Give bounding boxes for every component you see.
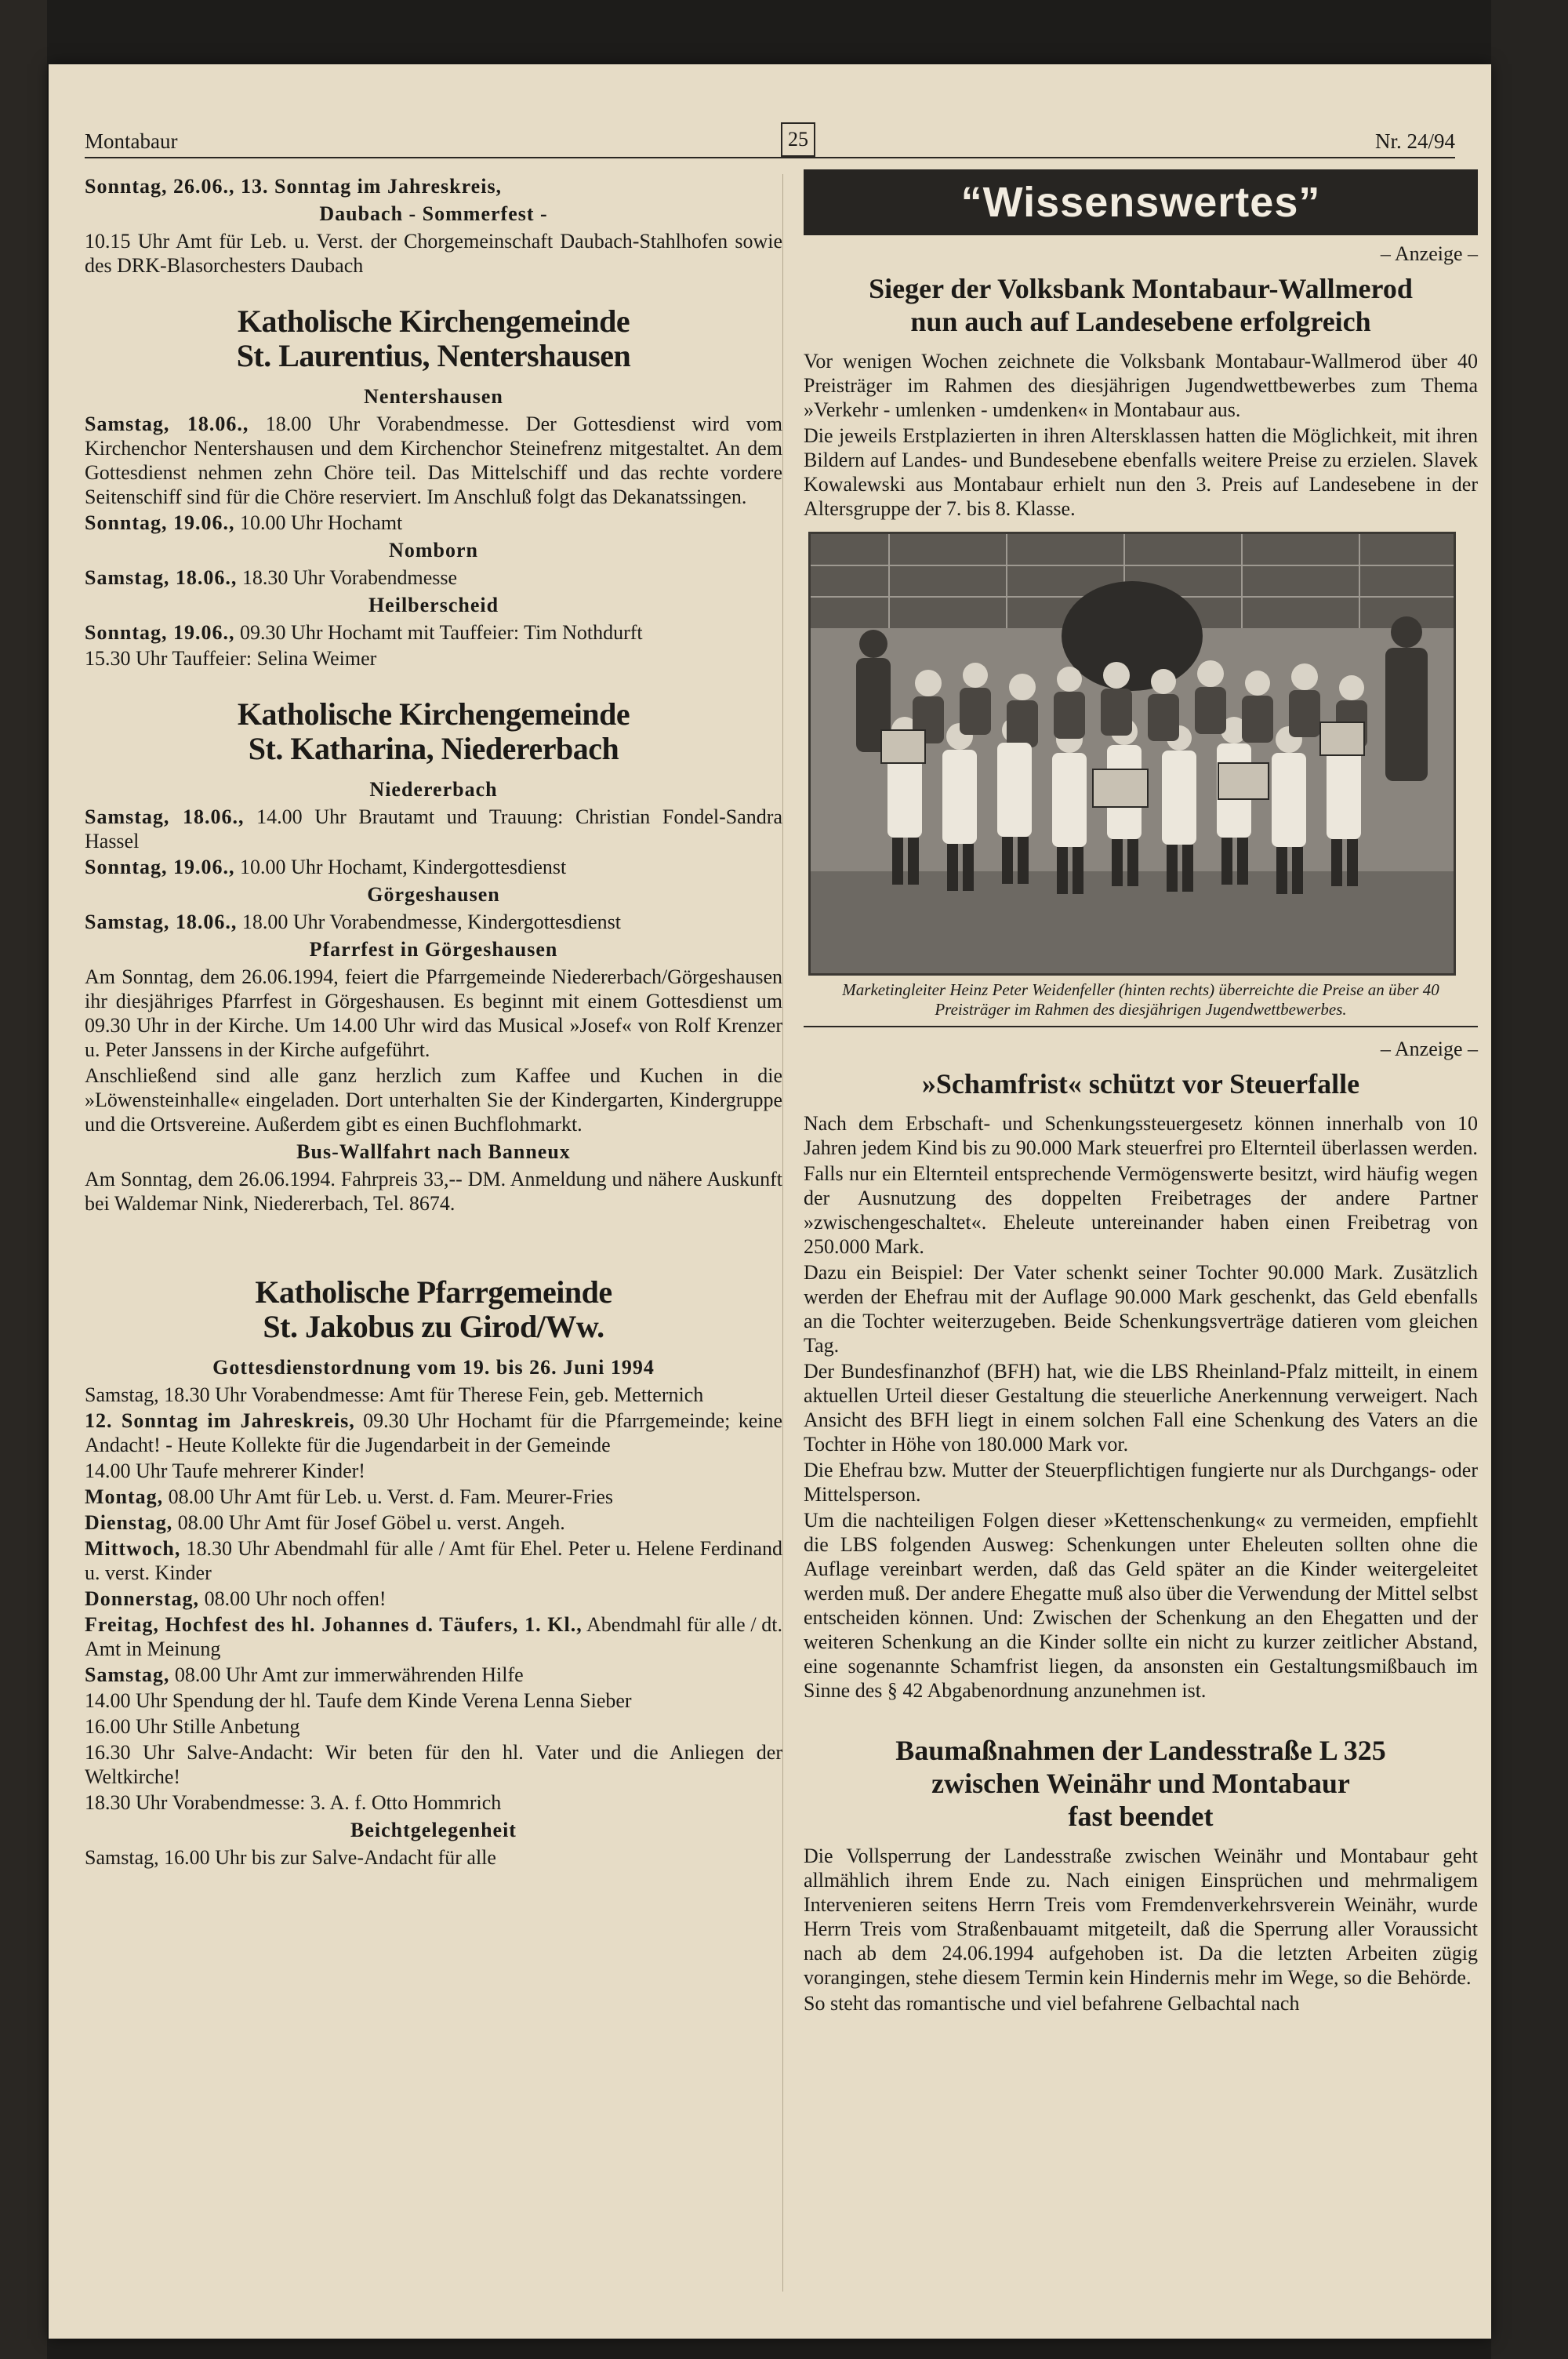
paragraph: Am Sonntag, dem 26.06.1994. Fahrpreis 33,-- DM. Anmeldung und nähere Auskunft bei Waldemar Nink, Niedererbach, Tel. 8674. bbox=[85, 1168, 782, 1215]
intro-text: 10.15 Uhr Amt für Leb. u. Verst. der Chorgemeinschaft Daubach-Stahlhofen sowie des DRK-Blasorchesters Daubach bbox=[85, 230, 782, 277]
subheading: Beichtgelegenheit bbox=[350, 1819, 517, 1841]
subheading: Bus-Wallfahrt nach Banneux bbox=[296, 1140, 571, 1163]
scanner-background-left bbox=[0, 0, 47, 2359]
paragraph: Falls nur ein Elternteil entsprechende Vermögenswerte besitzt, wird häufig wegen der Ausnutzung des doppelten Freibetrages der andere Partner »zwischengeschaltet«. Eheleute untereinander haben einen Freibetrag von 250.000 Mark. bbox=[804, 1162, 1478, 1258]
paragraph: Die jeweils Erstplazierten in ihren Altersklassen hatten die Möglichkeit, mit ihren Bildern auf Landes- und Bundesebene ebenfalls weitere Preise zu erzielen. Slavek Kowalewski aus Montabaur erhielt nun den 3. Preis auf Landesebene in der Altersgruppe der 7. bis 8. Klasse. bbox=[804, 424, 1478, 520]
scanner-background-right bbox=[1491, 0, 1568, 2359]
schedule-line: Samstag, 08.00 Uhr Amt zur immerwährenden Hilfe bbox=[85, 1663, 524, 1686]
paragraph: Dazu ein Beispiel: Der Vater schenkt seiner Tochter 90.000 Mark. Zusätzlich werden der Ehefrau mit der Auflage 90.000 Mark geschenkt, das Geld ebenfalls an die Tochter weiterzugeben. Beide Schenkungsverträge datieren vom gleichen Tag. bbox=[804, 1261, 1478, 1357]
schedule-line: Freitag, Hochfest des hl. Johannes d. Täufers, 1. Kl., Abendmahl für alle / dt. Amt in Meinung bbox=[85, 1613, 782, 1660]
subheading: Heilberscheid bbox=[368, 594, 499, 616]
subheading: Gottesdienstordnung vom 19. bis 26. Juni 1994 bbox=[212, 1356, 655, 1379]
group-photo-illustration bbox=[811, 534, 1454, 973]
left-column bbox=[85, 174, 782, 1871]
paragraph: Die Vollsperrung der Landesstraße zwischen Weinähr und Montabaur geht allmählich ihrem Ende zu. Nach einigen Einsprüchen und mehrmaligem Intervenieren seitens Herrn Treis vom Fremdenverkehrsverein Weinähr, wurde Herrn Treis vom Straßenbauamt mitgeteilt, daß die Sperrung aller Voraussicht nach ab dem 24.06.1994 aufgehoben ist. Da die letzten Arbeiten zügig vorangingen, stehe diesem Termin kein Hindernis mehr im Wege, so die Behörde. bbox=[804, 1845, 1478, 1989]
paragraph: Samstag, 18.06., 14.00 Uhr Brautamt und Trauung: Christian Fondel-Sandra Hassel bbox=[85, 805, 782, 852]
subheading: Nentershausen bbox=[364, 385, 503, 408]
paragraph: So steht das romantische und viel befahrene Gelbachtal nach bbox=[804, 1992, 1300, 2015]
subheading: Nomborn bbox=[389, 539, 478, 562]
paragraph: Der Bundesfinanzhof (BFH) hat, wie die LBS Rheinland-Pfalz mitteilt, in einem aktuellen Urteil dieser Gestaltung die steuerliche Anerkennung verweigert. Nach Ansicht des BFH liegt in einem solchen Fall eine Schenkung des Vaters an die Tochter in Höhe von 180.000 Mark vor. bbox=[804, 1360, 1478, 1456]
issue-number: Nr. 24/94 bbox=[1374, 129, 1455, 153]
intro-heading: Sonntag, 26.06., 13. Sonntag im Jahreskreis, bbox=[85, 175, 503, 198]
schedule-line: 12. Sonntag im Jahreskreis, 09.30 Uhr Hochamt für die Pfarrgemeinde; keine Andacht! - Heute Kollekte für die Jugendarbeit in der Gemeinde bbox=[85, 1409, 783, 1456]
article-title-schamfrist: »Schamfrist« schützt vor Steuerfalle bbox=[921, 1068, 1360, 1100]
subheading: Niedererbach bbox=[369, 778, 498, 801]
photo-caption: Marketingleiter Heinz Peter Weidenfeller (hinten rechts) überreichte die Preise an über 40 Preisträger im Rahmen des diesjährigen Jugendwettbewerbes. bbox=[804, 980, 1478, 1027]
paragraph: Die Ehefrau bzw. Mutter der Steuerpflichtigen fungierte nur als Durchgangs- oder Mittelsperson. bbox=[804, 1459, 1478, 1506]
section-banner: “Wissenswertes” bbox=[804, 169, 1478, 235]
schedule-line: Samstag, 18.30 Uhr Vorabendmesse: Amt für Therese Fein, geb. Metternich bbox=[85, 1383, 704, 1406]
subheading: Pfarrfest in Görgeshausen bbox=[309, 938, 558, 961]
section-title-jakobus: Katholische Pfarrgemeinde St. Jakobus zu Girod/Ww. bbox=[255, 1274, 612, 1344]
article-title-volksbank: Sieger der Volksbank Montabaur-Wallmerod nun auch auf Landesebene erfolgreich bbox=[869, 273, 1413, 337]
schedule-line: 14.00 Uhr Taufe mehrerer Kinder! bbox=[85, 1459, 365, 1482]
schedule-line: Donnerstag, 08.00 Uhr noch offen! bbox=[85, 1587, 387, 1610]
group-photo bbox=[808, 532, 1456, 976]
paragraph: Nach dem Erbschaft- und Schenkungssteuergesetz können innerhalb von 10 Jahren jedem Kind bis zu 90.000 Mark steuerfrei pro Elternteil überlassen werden. bbox=[804, 1112, 1478, 1159]
schedule-line: Mittwoch, 18.30 Uhr Abendmahl für alle / Amt für Ehel. Peter u. Helene Ferdinand u. verst. Kinder bbox=[85, 1537, 782, 1584]
section-title-laurentius: Katholische Kirchengemeinde St. Laurentius, Nentershausen bbox=[236, 304, 631, 373]
paragraph: Samstag, 18.06., 18.30 Uhr Vorabendmesse bbox=[85, 566, 458, 589]
schedule-line: Montag, 08.00 Uhr Amt für Leb. u. Verst. d. Fam. Meurer-Fries bbox=[85, 1485, 613, 1508]
paragraph: Am Sonntag, dem 26.06.1994, feiert die Pfarrgemeinde Niedererbach/Görgeshausen ihr diesjähriges Pfarrfest in Görgeshausen. Es beginnt mit einem Gottesdienst um 09.30 Uhr in der Kirche. Um 14.00 Uhr wird das Musical »Josef« von Rolf Krenzer u. Peter Janssens in der Kirche aufgeführt. bbox=[85, 965, 782, 1061]
right-column bbox=[782, 174, 1478, 2292]
schedule-line: 18.30 Uhr Vorabendmesse: 3. A. f. Otto Hommrich bbox=[85, 1791, 502, 1814]
newspaper-page bbox=[49, 64, 1491, 2339]
page-number: 25 bbox=[781, 122, 815, 157]
schedule-line: 16.00 Uhr Stille Anbetung bbox=[85, 1715, 300, 1738]
ad-label: – Anzeige – bbox=[1380, 242, 1478, 265]
paragraph: Samstag, 18.06., 18.00 Uhr Vorabendmesse. Der Gottesdienst wird vom Kirchenchor Nentershausen und dem Kirchenchor Steinefrenz mitgestaltet. An dem Gottesdienst nehmen zehn Chöre teil. Das Mittelschiff und das rechte vordere Seitenschiff sind für die Chöre reserviert. Im Anschluß folgt das Dekanatssingen. bbox=[85, 413, 782, 508]
paragraph: 15.30 Uhr Tauffeier: Selina Weimer bbox=[85, 647, 377, 670]
paragraph: Sonntag, 19.06., 09.30 Uhr Hochamt mit Tauffeier: Tim Nothdurft bbox=[85, 621, 643, 644]
schedule-line: Dienstag, 08.00 Uhr Amt für Josef Göbel u. verst. Angeh. bbox=[85, 1511, 565, 1534]
paragraph: Um die nachteiligen Folgen dieser »Kettenschenkung« zu vermeiden, empfiehlt die LBS folgenden Ausweg: Schenkungen unter Eheleuten sollten ohne die Auflage vereinbart werden, daß das Geld später an die Kinder weitergeleitet werden muß. Der andere Ehegatte muß also über die Verwendung der Mittel selbst entscheiden können. Und: Zwischen der Schenkung an den Ehegatten und der weiteren Schenkung an die Kinder sollte ein nicht zu kurzer zeitlicher Abstand, eine sogenannte Schamfrist liegen, da ansonsten ein Gestaltungsmißbauch im Sinne des § 42 Abgabenordnung anzunehmen ist. bbox=[804, 1509, 1478, 1702]
schedule-line: 16.30 Uhr Salve-Andacht: Wir beten für den hl. Vater und die Anliegen der Weltkirche! bbox=[85, 1741, 782, 1788]
section-title-katharina: Katholische Kirchengemeinde St. Katharina, Niedererbach bbox=[237, 696, 630, 766]
ad-label: – Anzeige – bbox=[1380, 1038, 1478, 1060]
page-header bbox=[85, 121, 1455, 158]
article-title-landesstrasse: Baumaßnahmen der Landesstraße L 325 zwischen Weinähr und Montabaur fast beendet bbox=[895, 1735, 1386, 1832]
intro-subheading: Daubach - Sommerfest - bbox=[319, 202, 548, 225]
paragraph: Anschließend sind alle ganz herzlich zum Kaffee und Kuchen in die »Löwensteinhalle« eingeladen. Dort unterhalten Sie der Kindergarten, Kindergruppe und die Ortsvereine. Außerdem gibt es einen Buchflohmarkt. bbox=[85, 1064, 782, 1136]
header-town: Montabaur bbox=[85, 129, 178, 153]
paragraph: Samstag, 18.06., 18.00 Uhr Vorabendmesse, Kindergottesdienst bbox=[85, 911, 622, 933]
paragraph: Sonntag, 19.06., 10.00 Uhr Hochamt bbox=[85, 511, 403, 534]
paragraph: Sonntag, 19.06., 10.00 Uhr Hochamt, Kindergottesdienst bbox=[85, 856, 567, 878]
subheading: Görgeshausen bbox=[367, 883, 500, 906]
schedule-line: Samstag, 16.00 Uhr bis zur Salve-Andacht für alle bbox=[85, 1846, 496, 1869]
paragraph: Vor wenigen Wochen zeichnete die Volksbank Montabaur-Wallmerod über 40 Preisträger im Rahmen des diesjährigen Jugendwettbewerbes zum Thema »Verkehr - umlenken - umdenken« in Montabaur aus. bbox=[804, 350, 1478, 421]
schedule-line: 14.00 Uhr Spendung der hl. Taufe dem Kinde Verena Lenna Sieber bbox=[85, 1689, 632, 1712]
